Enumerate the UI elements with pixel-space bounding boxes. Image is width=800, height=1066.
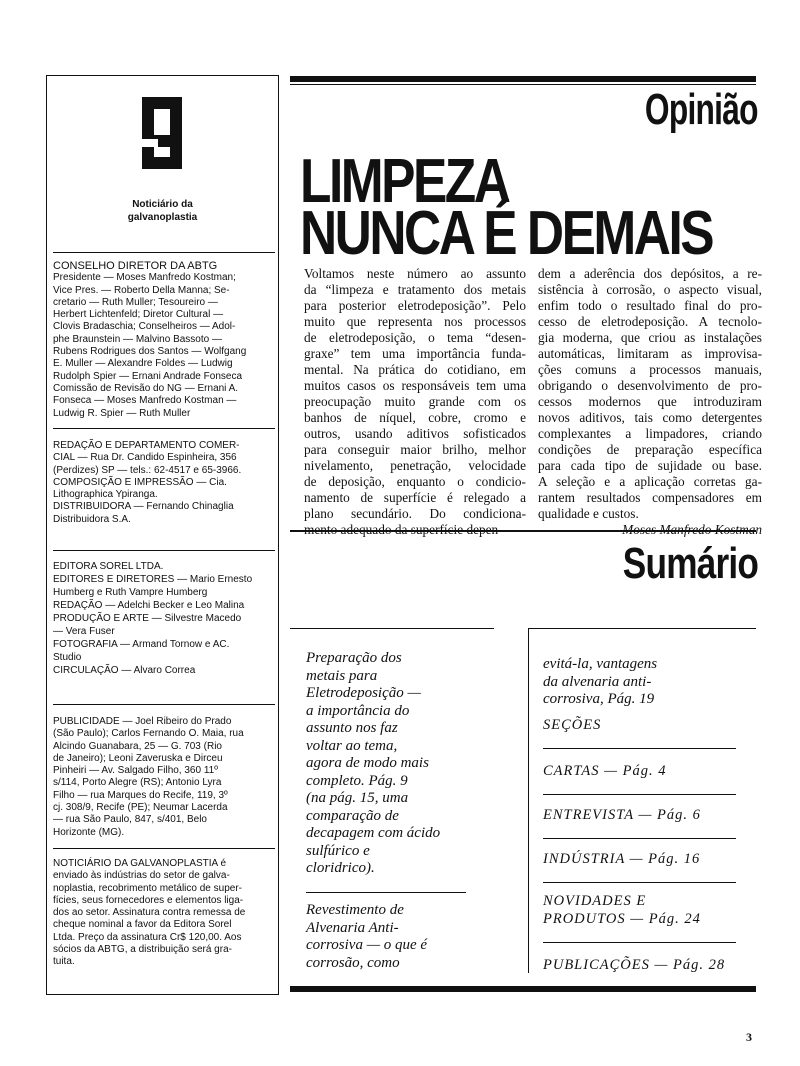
text-line: Clovis Bradaschia; Conselheiros — Adol-: [53, 321, 236, 333]
text-line: EDITORA SOREL LTDA.: [53, 561, 164, 572]
text-line: corrosiva — o que é: [306, 937, 428, 953]
divider: [53, 252, 275, 253]
text-line: Fonseca — Moses Manfredo Kostman —: [53, 395, 237, 407]
text-line: — Vera Fuser: [53, 626, 115, 637]
divider: [543, 794, 736, 795]
text-line: cretario — Ruth Muller; Tesoureiro —: [53, 296, 218, 308]
text-line: Filho — rua Marques do Recife, 119, 3º: [53, 789, 228, 801]
caption-line: Noticiário da: [132, 199, 193, 210]
text-line: cloridrico).: [306, 860, 375, 876]
bottom-rule: [290, 986, 756, 992]
text-line: para cada tipo de sujidade ou base.: [538, 458, 762, 473]
divider: [543, 882, 736, 883]
text-line: noplastia, recobrimento metálico de super-: [53, 882, 242, 894]
page-number: 3: [746, 1030, 752, 1044]
secao-produtos: PRODUTOS — Pág. 24: [543, 911, 701, 927]
text-line: COMPOSIÇÃO E IMPRESSÃO — Cia.: [53, 476, 227, 488]
text-line: s/114, Porto Alegre (RS); Antonio Lyra: [53, 777, 222, 789]
divider: [543, 748, 736, 749]
text-line: dem a aderência dos depósitos, a re-: [538, 266, 762, 281]
article-column-2: [538, 266, 762, 538]
text-line: EDITORES E DIRETORES — Mario Ernesto: [53, 574, 253, 585]
text-line: ções comuns a processos manuais,: [538, 362, 762, 377]
text-line: plano secundário. Do condiciona-: [304, 506, 526, 521]
text-line: A seleção e a aplicação corretas ga-: [538, 474, 762, 489]
text-line: nivelamento, penetração, velocidade: [304, 458, 526, 473]
text-line: Distribuidora S.A.: [53, 513, 131, 525]
text-line: REDAÇÃO — Adelchi Becker e Leo Malina: [53, 600, 245, 611]
ng-logo: [140, 95, 184, 171]
divider: [290, 628, 494, 629]
text-line: mental. Na prática do cotidiano, em: [304, 362, 526, 377]
text-line: Rubens Rodrigues dos Santos — Wolfgang: [53, 346, 247, 358]
text-line: Horizonte (MG).: [53, 826, 125, 838]
text-line: CIAL — Rua Dr. Candido Espinheira, 356: [53, 452, 237, 464]
text-line: comparação de: [306, 807, 399, 824]
text-line: cheque nominal a favor da Editora Sorel: [53, 919, 232, 931]
column-divider: [528, 628, 529, 973]
secoes-heading: SEÇÕES: [543, 717, 602, 733]
text-line: cesso de eletrodeposição. A tecnolo-: [538, 314, 762, 329]
text-line: evitá-la, vantagens: [543, 656, 658, 672]
text-line: complexantes a limpadores, criando: [538, 426, 762, 441]
text-line: obrigando o desenvolvimento de pro-: [538, 378, 762, 393]
text-line: E. Muller — Alexandre Foldes — Ludwig: [53, 358, 233, 370]
text-line: de eletrodeposição, o tema “desen-: [304, 330, 526, 345]
text-line: preocupação muito grande com os: [304, 394, 526, 409]
editora-section: [53, 560, 275, 677]
divider: [53, 848, 275, 849]
text-line: mento adequado da superfície depen-: [304, 522, 503, 537]
text-line: graxe” tem uma importância funda-: [304, 346, 526, 361]
text-line: da “limpeza e tratamento dos metais: [304, 282, 526, 297]
text-line: CIRCULAÇÃO — Alvaro Correa: [53, 665, 196, 676]
divider: [543, 942, 736, 943]
text-line: assunto nos faz: [306, 720, 398, 736]
text-line: gia moderna, que criou as instalações: [538, 330, 762, 345]
masthead-caption: [47, 198, 278, 224]
secao-publicacoes: PUBLICAÇÕES — Pág. 28: [543, 957, 726, 973]
text-line: Humberg e Ruth Vampre Humberg: [53, 587, 208, 598]
secao-entrevista: ENTREVISTA — Pág. 6: [543, 807, 701, 823]
divider: [528, 628, 756, 629]
divider: [543, 838, 736, 839]
text-line: para posterior eletrodeposição”. Pelo: [304, 298, 526, 313]
caption-line: galvanoplastia: [127, 212, 198, 223]
text-line: Voltamos neste número ao assunto: [304, 266, 526, 281]
text-line: decapagem com ácido: [306, 825, 441, 841]
text-line: cessos modernos que introduziram: [538, 394, 762, 409]
text-line: Alvenaria Anti-: [306, 919, 399, 936]
secao-cartas: CARTAS — Pág. 4: [543, 763, 667, 779]
text-line: corrosiva, Pág. 19: [543, 691, 655, 707]
text-line: namento de superfície é relegado a: [304, 490, 526, 505]
text-line: (Perdizes) SP — tels.: 62-4517 e 65-3966.: [53, 464, 242, 476]
conselho-section: [53, 260, 275, 420]
text-line: sulfúrico e: [306, 842, 370, 859]
publicidade-section: [53, 716, 275, 839]
text-line: Ludwig R. Spier — Ruth Muller: [53, 407, 191, 419]
text-line: Eletrodeposição —: [306, 685, 421, 701]
text-line: enfim todo o resultado final do pro-: [538, 298, 762, 313]
text-line: dos ao setor. Assinatura contra remessa de: [53, 907, 246, 919]
text-line: muito que representa nos processos: [304, 314, 526, 329]
article-signature: Moses Manfredo Kostman: [622, 522, 762, 537]
headline-line: NUNCA É DEMAIS: [300, 199, 713, 268]
text-line: Studio: [53, 652, 82, 663]
text-line: de deposição, enquanto o condicio-: [304, 474, 526, 489]
text-line: tuita.: [53, 956, 75, 968]
text-line: rantem resultados compensadores em: [538, 490, 762, 505]
text-line: Vice Pres. — Roberto Della Manna; Se-: [53, 284, 230, 296]
text-line: outros, usando aditivos sofisticados: [304, 426, 526, 441]
text-line: DISTRIBUIDORA — Fernando Chinaglia: [53, 501, 234, 513]
article-column-1: [304, 266, 526, 538]
text-line: Alcindo Guanabara, 25 — G. 703 (Rio: [53, 740, 222, 752]
text-line: NOTICIÁRIO DA GALVANOPLASTIA é: [53, 858, 227, 869]
text-line: de Janeiro); Leoni Zaveruska e Dirceu: [53, 752, 223, 764]
divider: [306, 892, 466, 893]
text-line: Ltda. Preço da assinatura Cr$ 120,00. Aos: [53, 931, 242, 943]
text-line: phe Braunstein — Malvino Bassoto —: [53, 333, 222, 345]
text-line: PRODUÇÃO E ARTE — Silvestre Macedo: [53, 613, 242, 624]
secao-novidades: NOVIDADES E: [543, 893, 647, 909]
top-rule: [290, 76, 756, 82]
text-line: PUBLICIDADE — Joel Ribeiro do Prado: [53, 716, 232, 727]
text-line: fícies, seus fornecedores e elementos liga-: [53, 894, 244, 906]
text-line: corrosão, como: [306, 954, 400, 971]
sumario-top-rule: [290, 530, 756, 532]
masthead-box: [46, 75, 279, 995]
text-line: completo. Pág. 9: [306, 772, 408, 789]
text-line: banhos de níquel, cobre, cromo e: [304, 410, 526, 425]
conselho-heading: CONSELHO DIRETOR DA ABTG: [53, 260, 218, 272]
text-line: Lithographica Ypiranga.: [53, 489, 158, 501]
text-line: voltar ao tema,: [306, 737, 398, 754]
divider: [53, 704, 275, 705]
redacao-section: [53, 440, 275, 526]
text-line: Pinheiri — Av. Salgado Filho, 360 11º: [53, 765, 218, 777]
text-line: metais para: [306, 667, 378, 684]
text-line: a importância do: [306, 702, 410, 719]
text-line: muitos casos os responsáveis tem uma: [304, 378, 526, 393]
divider: [53, 550, 275, 551]
headline-line: LIMPEZA: [300, 147, 509, 216]
sumario-entry: [306, 650, 440, 878]
text-line: Comissão de Revisão do NG — Ernani A.: [53, 382, 239, 394]
noticiario-section: [53, 858, 275, 969]
text-line: enviado às indústrias do setor de galva-: [53, 870, 230, 882]
text-line: REDAÇÃO E DEPARTAMENTO COMER-: [53, 440, 240, 451]
text-line: (São Paulo); Carlos Fernando O. Maia, rua: [53, 728, 244, 740]
text-line: para conseguir maior brilho, melhor: [304, 442, 526, 457]
opiniao-label: Opinião: [645, 85, 758, 134]
text-line: Herbert Lichtenfeld; Diretor Cultural —: [53, 309, 224, 321]
text-line: Revestimento de: [306, 902, 404, 918]
text-line: Rudolph Spier — Ernani Andrade Fonseca: [53, 370, 243, 382]
secao-industria: INDÚSTRIA — Pág. 16: [543, 851, 701, 867]
text-line: sistência à corrosão, o aspecto visual,: [538, 282, 762, 297]
text-line: (na pág. 15, uma: [306, 790, 409, 806]
text-line: Presidente — Moses Manfredo Kostman;: [53, 272, 236, 284]
divider: [53, 428, 275, 429]
text-line: da alvenaria anti-: [543, 673, 652, 690]
text-line: sócios da ABTG, a distribuição será gra-: [53, 944, 232, 956]
text-line: novos aditivos, tais como detergentes: [538, 410, 762, 425]
text-line: condições de preparação específica: [538, 442, 762, 457]
text-line: automáticas, limitaram as improvisa-: [538, 346, 762, 361]
text-line: cj. 308/9, Recife (PE); Neumar Lacerda: [53, 802, 228, 814]
text-line: — rua São Paulo, 847, s/401, Belo: [53, 814, 207, 826]
text-line: agora de modo mais: [306, 755, 429, 771]
text-line: qualidade e custos.: [538, 506, 639, 521]
text-line: FOTOGRAFIA — Armand Tornow e AC.: [53, 639, 230, 650]
sumario-entry: [543, 656, 657, 709]
text-line: Preparação dos: [306, 650, 402, 666]
sumario-label: Sumário: [622, 539, 758, 588]
sumario-entry: [306, 902, 427, 972]
